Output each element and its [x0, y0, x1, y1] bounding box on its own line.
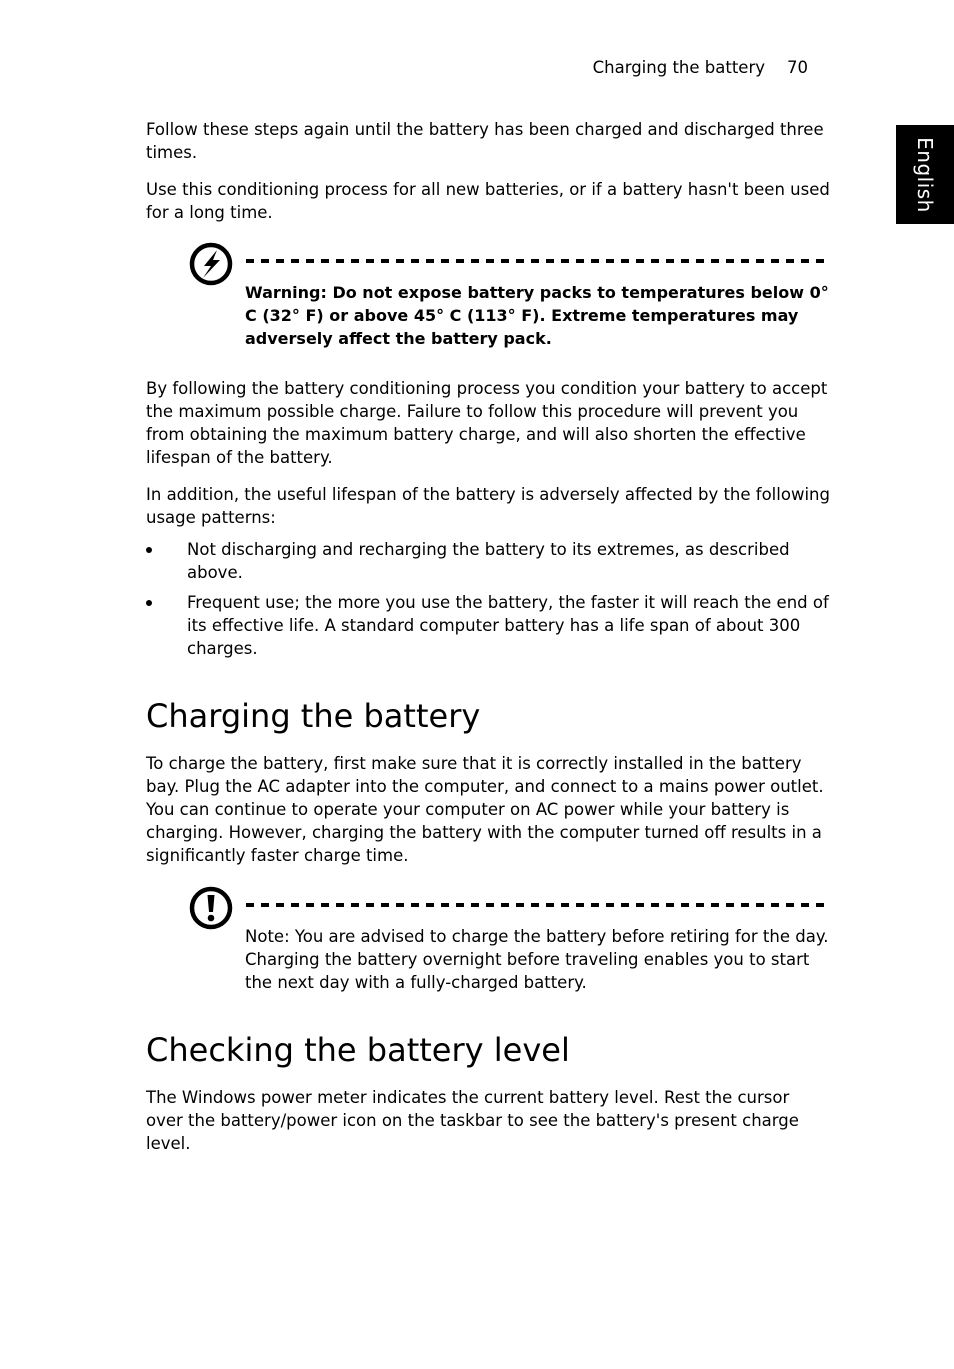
language-tab: [896, 125, 954, 224]
paragraph-2-block: [146, 178, 831, 224]
list-item: Not discharging and recharging the battery to its extremes, as described above.: [146, 538, 831, 584]
note-body: : You are advised to charge the battery before retiring for the day. Charging the battery overnight before traveling enables you to start the next day with a fully-charged battery.: [245, 927, 829, 992]
note-exclamation-icon: [188, 885, 234, 931]
paragraph-3-block: [146, 377, 831, 469]
running-header: [0, 56, 808, 80]
paragraph-3: By following the battery conditioning process you condition your battery to accept the maximum possible charge. Failure to follow this procedure will prevent you from obtaining the maximum battery charge, and will also shorten the effective lifespan of the battery.: [146, 379, 828, 467]
page-number: 70: [787, 58, 808, 77]
paragraph-1: Follow these steps again until the battery has been charged and discharged three times.: [146, 120, 824, 162]
note-text: [245, 925, 831, 994]
note-callout: [188, 885, 831, 1000]
section-checking: [146, 1030, 831, 1070]
running-title: Charging the battery: [592, 58, 765, 77]
section-heading-charging: Charging the battery: [146, 697, 481, 735]
warning-dotted-rule: [246, 259, 831, 263]
note-label: Note: [245, 927, 285, 946]
bullet-icon: [146, 547, 152, 553]
paragraph-1-block: [146, 118, 831, 164]
checking-body: The Windows power meter indicates the current battery level. Rest the cursor over the battery/power icon on the taskbar to see the battery's present charge level.: [146, 1088, 799, 1153]
paragraph-2: Use this conditioning process for all new batteries, or if a battery hasn't been used for a long time.: [146, 180, 830, 222]
checking-body-block: [146, 1086, 831, 1155]
section-heading-checking: Checking the battery level: [146, 1031, 570, 1069]
paragraph-4-block: [146, 483, 831, 529]
language-tab-label: English: [913, 136, 937, 213]
bullet-icon: [146, 600, 152, 606]
paragraph-4: In addition, the useful lifespan of the battery is adversely affected by the following usage patterns:: [146, 485, 830, 527]
warning-bolt-icon: [188, 241, 234, 287]
charging-body-block: [146, 752, 831, 867]
charging-body: To charge the battery, first make sure that it is correctly installed in the battery bay. Plug the AC adapter into the computer, and connect to a mains power outlet. You can continue to operate your computer on AC power while your battery is charging. However, charging the battery with the computer turned off results in a significantly faster charge time.: [146, 754, 824, 865]
warning-text: Warning: Do not expose battery packs to temperatures below 0° C (32° F) or above 45° C (113° F). Extreme temperatures may adversely affect the battery pack.: [245, 283, 829, 348]
list-item: Frequent use; the more you use the battery, the faster it will reach the end of its effective life. A standard computer battery has a life span of about 300 charges.: [146, 591, 831, 660]
note-dotted-rule: [246, 903, 831, 907]
warning-callout: [188, 241, 831, 351]
usage-pattern-list: [146, 538, 831, 660]
section-charging: [146, 696, 831, 736]
